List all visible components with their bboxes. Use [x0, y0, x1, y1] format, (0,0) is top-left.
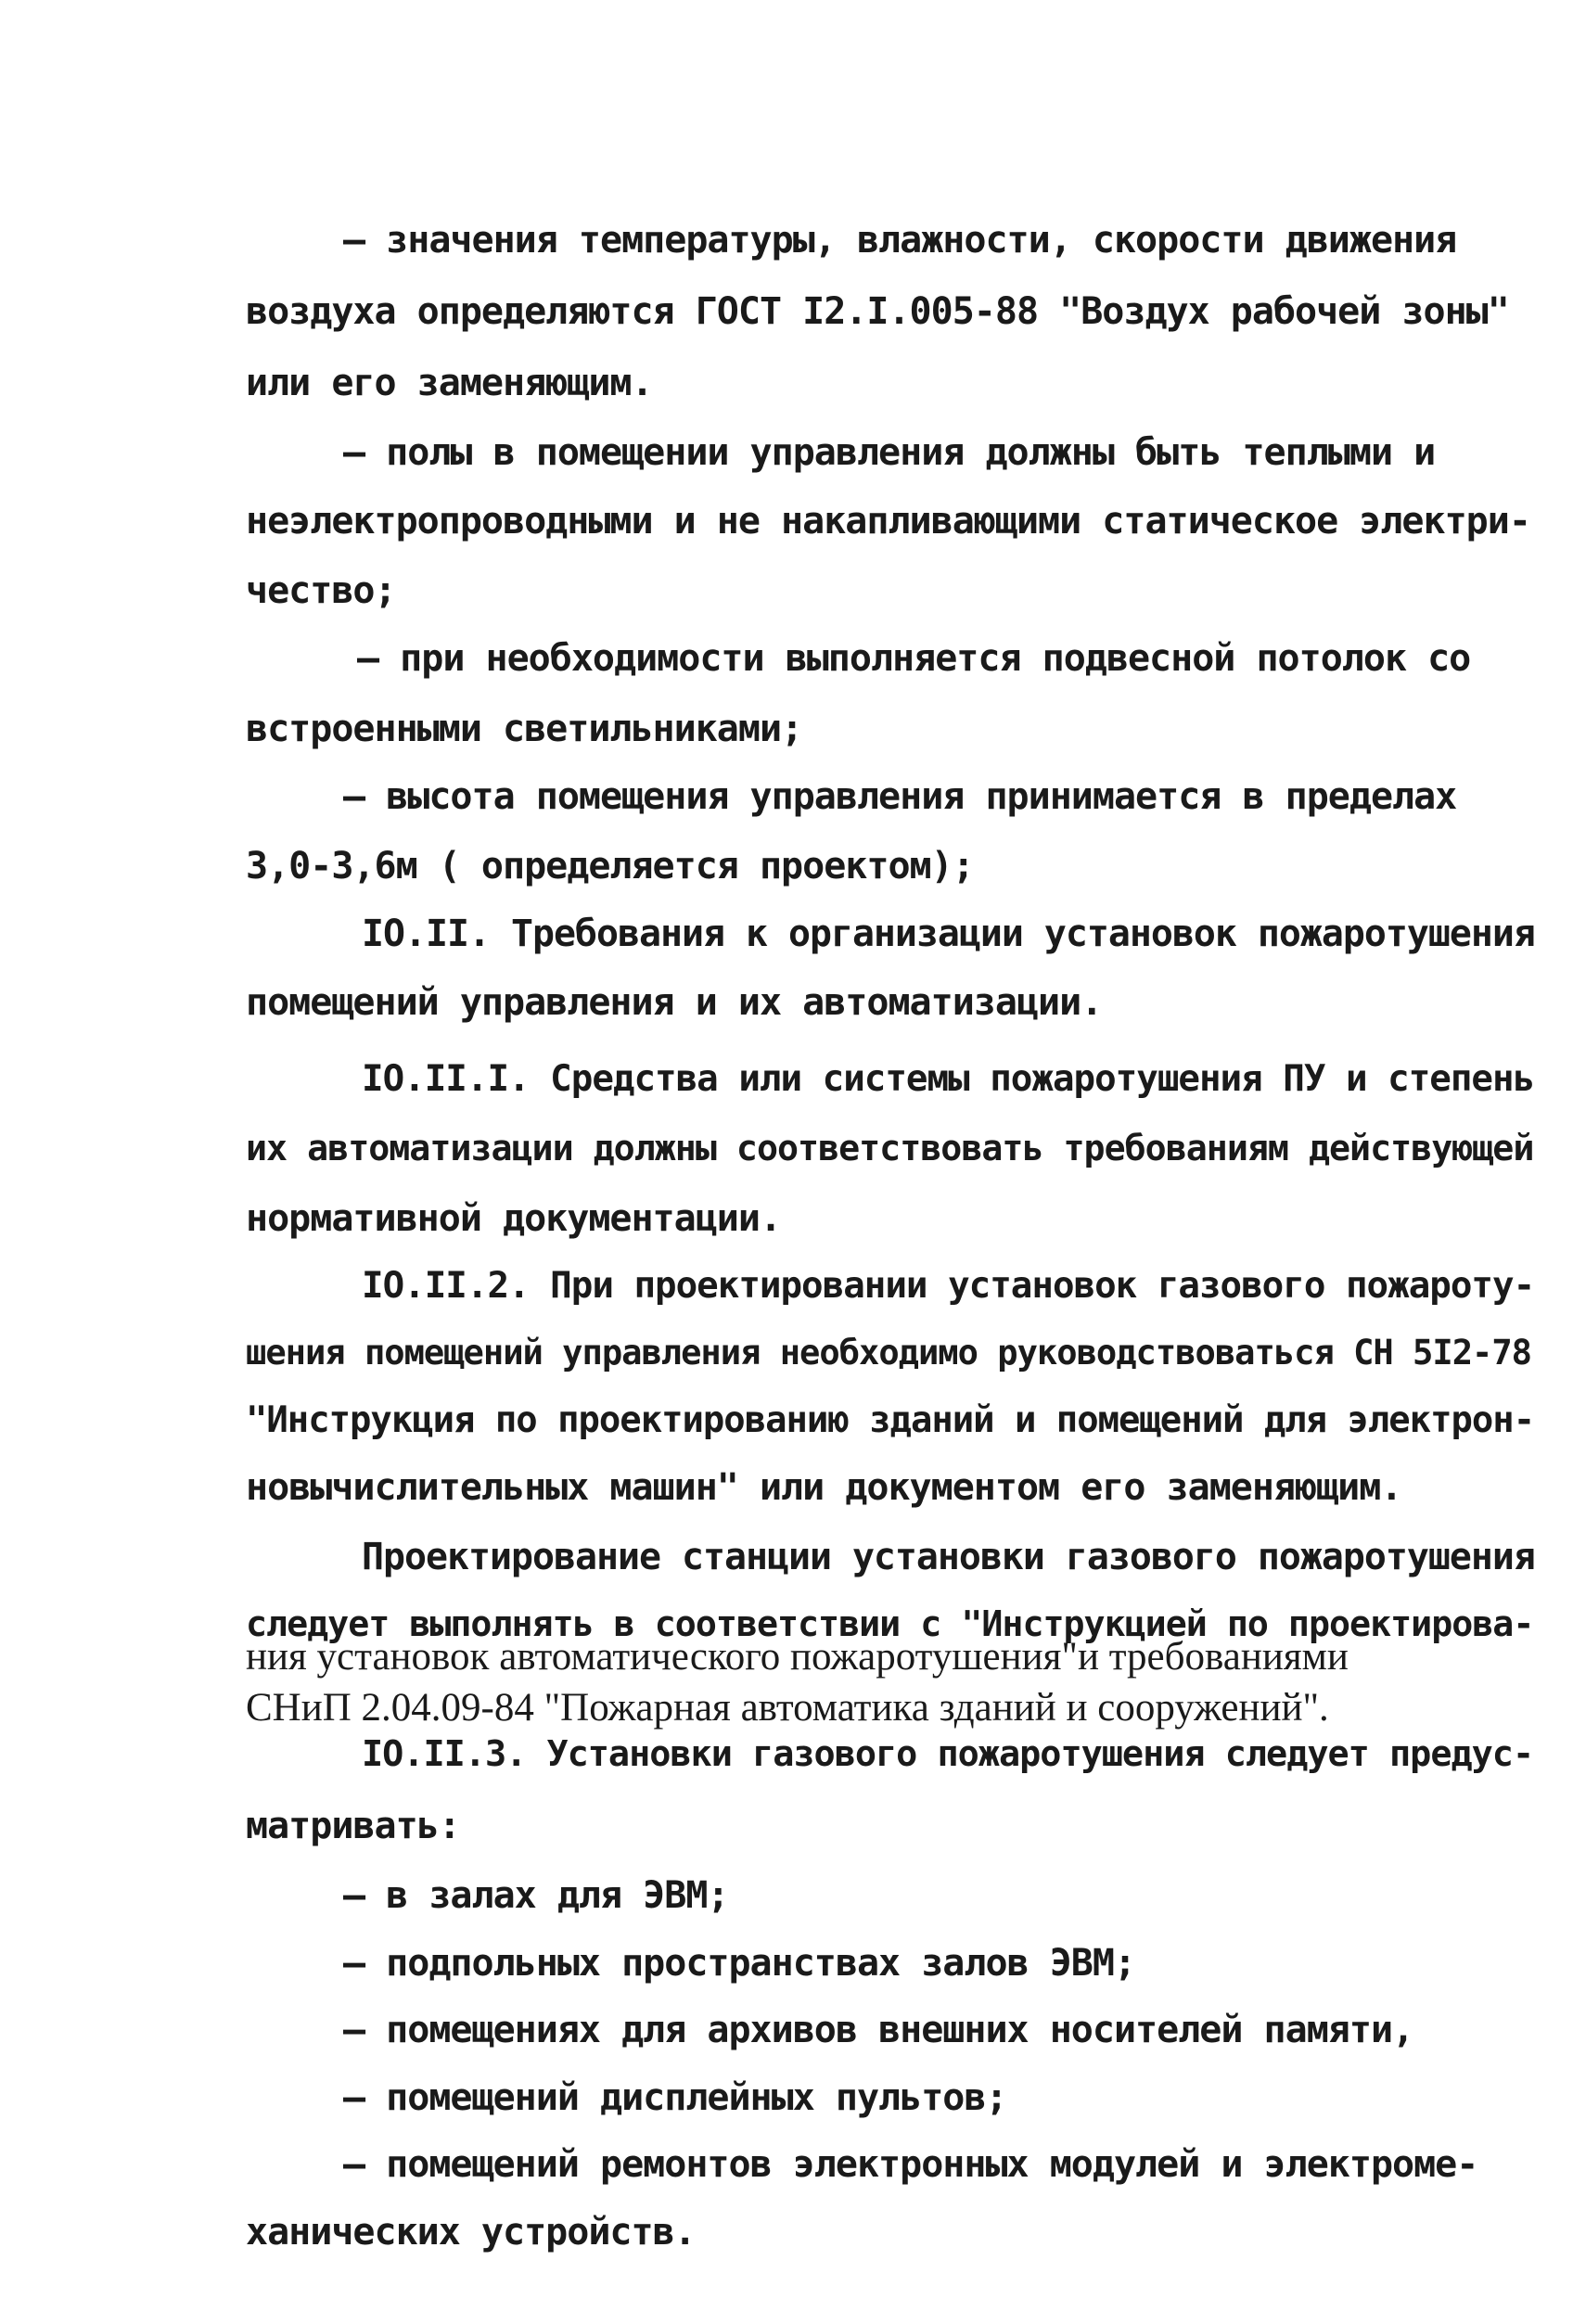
text-line-29: – помещений дисплейных пультов;: [343, 2076, 1007, 2119]
text-line-3: или его заменяющим.: [246, 362, 653, 404]
text-line-30: – помещений ремонтов электронных модулей и электроме-: [343, 2143, 1478, 2186]
text-line-23: СНиП 2.04.09-84 "Пожарная автоматика зданий и сооружений".: [246, 1686, 1329, 1730]
text-line-7: – при необходимости выполняется подвесной потолок со: [357, 637, 1471, 680]
text-line-15: нормативной документации.: [246, 1197, 782, 1240]
text-line-6: чество;: [246, 569, 396, 612]
text-line-12: помещений управления и их автоматизации.: [246, 981, 1103, 1024]
text-line-13: IO.II.I. Средства или системы пожаротушения ПУ и степень: [362, 1058, 1535, 1100]
text-line-1: – значения температуры, влажности, скорости движения: [343, 219, 1457, 262]
text-line-22: ния установок автоматического пожаротушения"и требованиями: [246, 1635, 1349, 1679]
text-line-20: Проектирование станции установки газового пожаротушения: [362, 1536, 1535, 1578]
text-line-8: встроенными светильниками;: [246, 708, 803, 750]
text-line-17: шения помещений управления необходимо руководствоваться СН 5I2-78: [246, 1333, 1531, 1373]
text-line-19: новычислительных машин" или документом его заменяющим.: [246, 1466, 1402, 1509]
text-line-14: их автоматизации должны соответствовать требованиям действующей: [246, 1128, 1534, 1169]
text-line-21: следует выполнять в соответствии с "Инструкцией по проектирова-: [246, 1603, 1534, 1645]
text-line-10: 3,0-3,6м ( определяется проектом);: [246, 845, 974, 887]
text-line-2: воздуха определяются ГОСТ I2.I.005-88 "Воздух рабочей зоны": [246, 290, 1509, 333]
text-line-18: "Инструкция по проектированию зданий и помещений для электрон-: [246, 1399, 1535, 1441]
text-line-24: IO.II.3. Установки газового пожаротушения следует предус-: [362, 1733, 1534, 1775]
text-line-25: матривать:: [246, 1805, 460, 1847]
text-line-28: – помещениях для архивов внешних носителей памяти,: [343, 2009, 1414, 2051]
text-line-4: – полы в помещении управления должны быть теплыми и: [343, 431, 1436, 474]
text-line-27: – подпольных пространствах залов ЭВМ;: [343, 1942, 1136, 1985]
text-line-9: – высота помещения управления принимается в пределах: [343, 775, 1457, 818]
text-line-16: IO.II.2. При проектировании установок газового пожароту-: [362, 1265, 1535, 1307]
text-line-11: IO.II. Требования к организации установок пожаротушения: [362, 913, 1535, 955]
text-line-26: – в залах для ЭВМ;: [343, 1874, 729, 1917]
text-line-5: неэлектропроводными и не накапливающими статическое электри-: [246, 500, 1530, 543]
text-line-31: ханических устройств.: [246, 2211, 696, 2254]
